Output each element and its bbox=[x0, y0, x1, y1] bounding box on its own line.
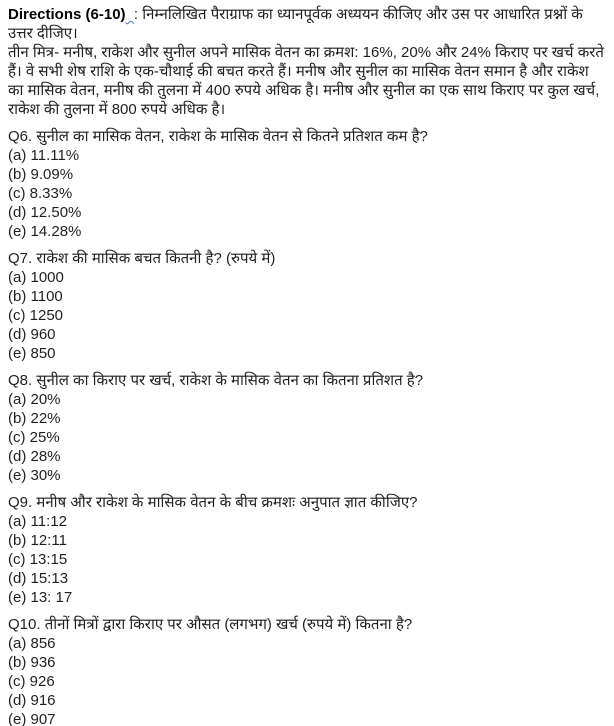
option-a: (a) 856 bbox=[8, 635, 56, 652]
question-text: राकेश की मासिक बचत कितनी है? (रुपये में) bbox=[36, 250, 276, 267]
question-block-q7 bbox=[8, 249, 604, 363]
directions-heading bbox=[8, 5, 604, 43]
option-d: (d) 916 bbox=[8, 692, 56, 709]
question-text: सुनील का मासिक वेतन, राकेश के मासिक वेतन से कितने प्रतिशत कम है? bbox=[36, 128, 428, 145]
question-block-q10 bbox=[8, 615, 604, 726]
option-c: (c) 25% bbox=[8, 429, 60, 446]
option-c: (c) 8.33% bbox=[8, 185, 73, 202]
option-b: (b) 1100 bbox=[8, 288, 63, 305]
question-block-q9 bbox=[8, 493, 604, 607]
question-block-q8 bbox=[8, 371, 604, 485]
option-c: (c) 13:15 bbox=[8, 551, 68, 568]
option-b: (b) 22% bbox=[8, 410, 61, 427]
option-a: (a) 20% bbox=[8, 391, 61, 408]
question-text: मनीष और राकेश के मासिक वेतन के बीच क्रमशः अनुपात ज्ञात कीजिए? bbox=[36, 494, 418, 511]
question-block-q6 bbox=[8, 127, 604, 241]
option-c: (c) 926 bbox=[8, 673, 55, 690]
option-e: (e) 907 bbox=[8, 711, 56, 726]
question-line bbox=[8, 615, 604, 634]
directions-paragraph: तीन मित्र- मनीष, राकेश और सुनील अपने मासिक वेतन का क्रमश: 16%, 20% और 24% किराए पर खर्च करते हैं। वे सभी शेष राशि के एक-चौथाई की बचत करते हैं। मनीष और सुनील का मासिक वेतन समान है और राकेश का मासिक वेतन, मनीष की तुलना में 400 रुपये अधिक है। मनीष और सुनील का एक साथ किराए पर कुल खर्च, राकेश की तुलना में 800 रुपये अधिक है। bbox=[8, 44, 604, 118]
option-e: (e) 13: 17 bbox=[8, 589, 73, 606]
option-e: (e) 14.28% bbox=[8, 223, 82, 240]
question-line bbox=[8, 493, 604, 512]
option-d: (d) 15:13 bbox=[8, 570, 69, 587]
directions-intro: : निम्नलिखित पैराग्राफ का ध्यानपूर्वक अध्ययन कीजिए और उस पर आधारित प्रश्नों के उत्तर दीजिए। bbox=[8, 6, 583, 42]
option-d: (d) 28% bbox=[8, 448, 61, 465]
option-c: (c) 1250 bbox=[8, 307, 64, 324]
spellcheck-squiggle bbox=[126, 6, 134, 23]
question-number: Q10. bbox=[8, 616, 41, 633]
question-text: सुनील का किराए पर खर्च, राकेश के मासिक वेतन का कितना प्रतिशत है? bbox=[36, 372, 424, 389]
option-b: (b) 936 bbox=[8, 654, 56, 671]
option-a: (a) 1000 bbox=[8, 269, 64, 286]
directions-block bbox=[8, 5, 604, 119]
question-line bbox=[8, 127, 604, 146]
option-e: (e) 850 bbox=[8, 345, 56, 362]
option-b: (b) 12:11 bbox=[8, 532, 67, 549]
question-line bbox=[8, 249, 604, 268]
question-text: तीनों मित्रों द्वारा किराए पर औसत (लगभग) खर्च (रुपये में) कितना है? bbox=[44, 616, 413, 633]
question-line bbox=[8, 371, 604, 390]
option-b: (b) 9.09% bbox=[8, 166, 74, 183]
question-number: Q7. bbox=[8, 250, 33, 267]
option-e: (e) 30% bbox=[8, 467, 61, 484]
option-d: (d) 960 bbox=[8, 326, 56, 343]
option-d: (d) 12.50% bbox=[8, 204, 82, 221]
question-number: Q9. bbox=[8, 494, 33, 511]
question-number: Q6. bbox=[8, 128, 33, 145]
option-a: (a) 11:12 bbox=[8, 513, 67, 530]
question-number: Q8. bbox=[8, 372, 33, 389]
directions-label: Directions (6-10) bbox=[8, 6, 126, 23]
option-a: (a) 11.11% bbox=[8, 147, 80, 164]
